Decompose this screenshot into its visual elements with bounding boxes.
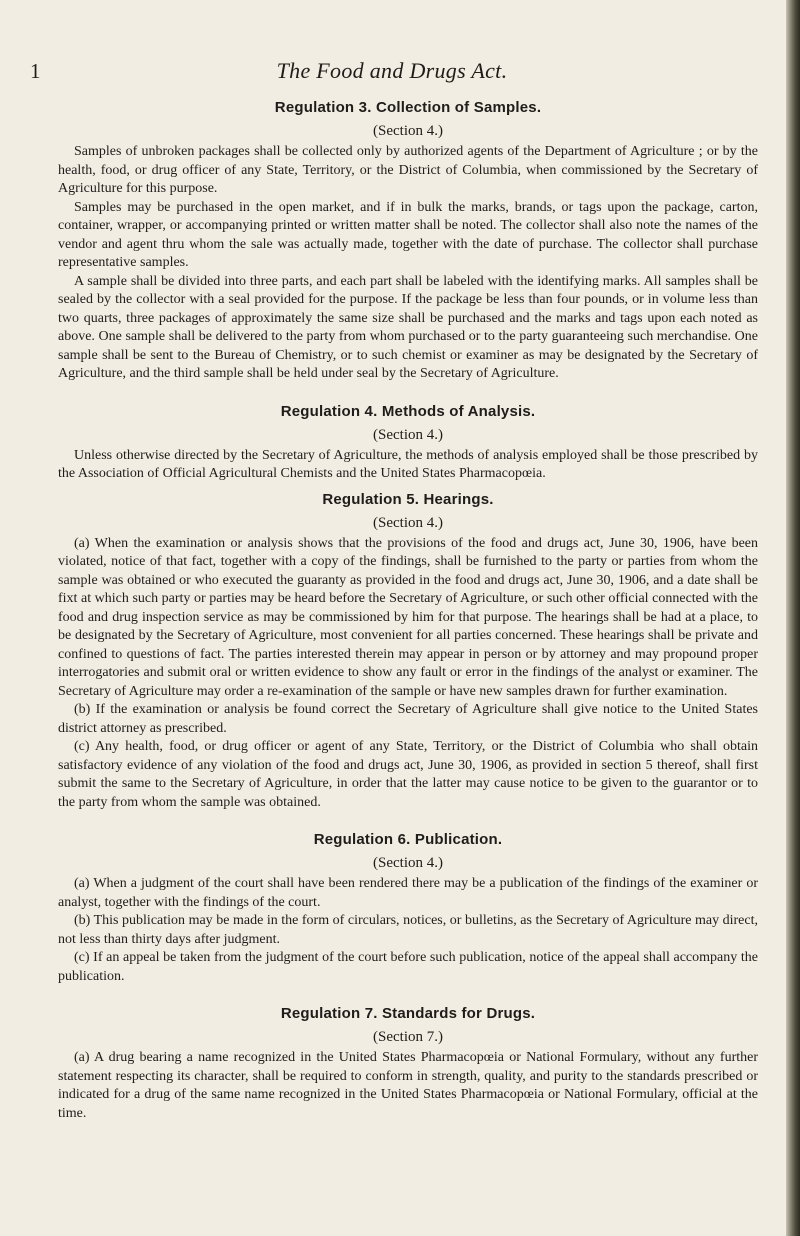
paragraph: Unless otherwise directed by the Secretary of Agriculture, the methods of analysis employed shall be those prescribed by the Association of Official Agricultural Chemists and the United States Pharmacopœia. xyxy=(58,447,758,481)
regulation-5 xyxy=(58,490,758,813)
regulation-6 xyxy=(58,830,758,986)
paragraph: Samples of unbroken packages shall be collected only by authorized agents of the Department of Agriculture ; or by the health, food, or drug officer of any State, Territory, or the District of Columbia, when commissioned by the Secretary of Agriculture for this purpose. xyxy=(58,144,758,196)
paragraph: (b) This publication may be made in the form of circulars, notices, or bulletins, as the Secretary of Agriculture may direct, not less than thirty days after judgment. xyxy=(58,913,758,947)
regulation-title: Regulation 7. Standards for Drugs. xyxy=(280,1005,536,1022)
page-number: 1 xyxy=(30,59,41,83)
regulation-7 xyxy=(58,1004,758,1123)
regulation-title: Regulation 3. Collection of Samples. xyxy=(274,99,542,116)
regulation-title: Regulation 6. Publication. xyxy=(313,831,503,848)
regulation-4 xyxy=(58,402,758,484)
paragraph: (c) If an appeal be taken from the judgment of the court before such publication, notice of the appeal shall accompany the publication. xyxy=(58,950,758,984)
running-title: The Food and Drugs Act. xyxy=(276,58,508,83)
page-content xyxy=(58,98,758,1123)
page-header xyxy=(0,58,784,88)
paragraph: Samples may be purchased in the open market, and if in bulk the marks, brands, or tags upon the package, carton, container, wrapper, or accompanying printed or written matter shall be noted. The collector shall also note the names of the vendor and agent thru whom the sale was actually made, together with the date of purchase. The collector shall purchase representative samples. xyxy=(58,199,758,270)
paragraph: (a) When a judgment of the court shall have been rendered there may be a publication of the findings of the examiner or analyst, together with the findings of the court. xyxy=(58,876,758,910)
regulation-title: Regulation 5. Hearings. xyxy=(322,490,494,508)
paragraph: (a) When the examination or analysis shows that the provisions of the food and drugs act, June 30, 1906, have been violated, notice of that fact, together with a copy of the findings, shall be furnished to the party or parties from whom the sample was obtained or who executed the guaranty as provided in the food and drugs act, June 30, 1906, and a date shall be fixt at which such party or parties may be heard before the Secretary of Agriculture, or such other official connected with the food and drug inspection service as may be commissioned by him for that purpose. The hearings shall be had at a place, to be designated by the Secretary of Agriculture, most convenient for all parties concerned. These hearings shall be private and confined to questions of fact. The parties interested therein may appear in person or by attorney and may propound proper interrogatories and submit oral or written evidence to show any fault or error in the findings of the analyst or examiner. The Secretary of Agriculture may order a re-examination of the sample or have new samples drawn for further examination. xyxy=(58,535,758,699)
book-spine-edge xyxy=(786,0,800,1236)
paragraph: (b) If the examination or analysis be found correct the Secretary of Agriculture shall give notice to the United States district attorney as prescribed. xyxy=(58,702,758,736)
regulation-3 xyxy=(58,98,758,384)
section-reference: (Section 4.) xyxy=(373,123,443,139)
paragraph: (c) Any health, food, or drug officer or agent of any State, Territory, or the District of Columbia who shall obtain satisfactory evidence of any violation of the food and drugs act, June 30, 1906, as provided in section 5 thereof, shall first submit the same to the Secretary of Agriculture, in order that the latter may cause notice to be given to the guarantor or to the party from whom the sample was obtained. xyxy=(58,739,758,810)
section-reference: (Section 7.) xyxy=(373,1029,443,1045)
regulation-title: Regulation 4. Methods of Analysis. xyxy=(280,402,536,420)
paragraph: A sample shall be divided into three parts, and each part shall be labeled with the identifying marks. All samples shall be sealed by the collector with a seal provided for the purpose. If the package be less than four pounds, or in volume less than two quarts, three packages of approximately the same size shall be purchased and the marks and tags upon each noted as above. One sample shall be delivered to the party from whom purchased or to the party guaranteeing such merchandise. One sample shall be sent to the Bureau of Chemistry, or to such chemist or examiner as may be designated by the Secretary of Agriculture, and the third sample shall be held under seal by the Secretary of Agriculture. xyxy=(58,273,758,381)
section-reference: (Section 4.) xyxy=(373,514,443,531)
section-reference: (Section 4.) xyxy=(373,855,443,871)
paragraph: (a) A drug bearing a name recognized in the United States Pharmacopœia or National Formulary, without any further statement respecting its character, shall be required to conform in strength, quality, and purity to the standards prescribed or indicated for a drug of the same name recognized in the United States Pharmacopœia or National Formulary, official at the time. xyxy=(58,1050,758,1121)
section-reference: (Section 4.) xyxy=(373,426,443,443)
